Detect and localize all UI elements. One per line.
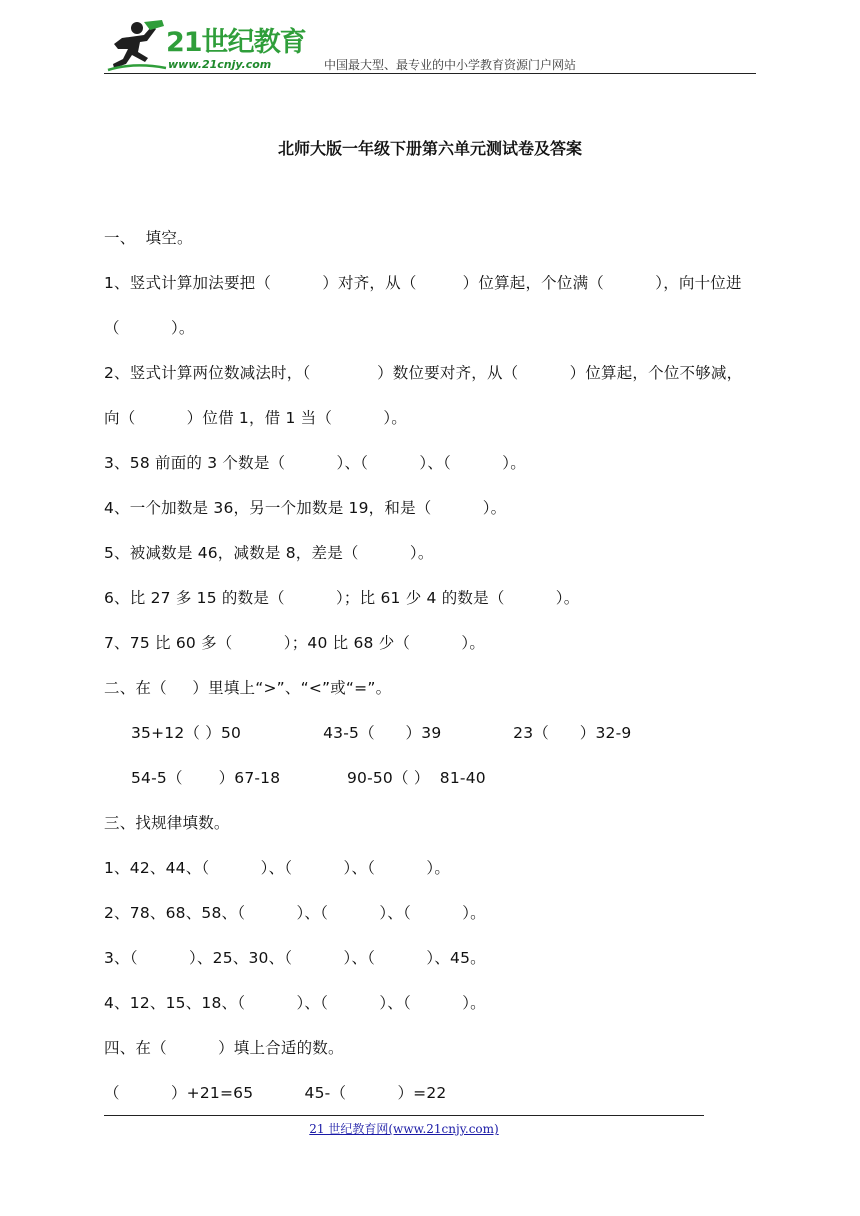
question-line: （ ）+21=65 45-（ ）=22 bbox=[104, 1084, 447, 1102]
question-line: 6、比 27 多 15 的数是（ ）；比 61 少 4 的数是（ ）。 bbox=[104, 589, 580, 607]
section-heading-fill-blank: 一、 填空。 bbox=[104, 229, 193, 247]
question-line: 3、（ ）、25、30、（ ）、（ ）、45。 bbox=[104, 949, 486, 967]
runner-logo-icon bbox=[104, 18, 168, 74]
question-line: 1、42、44、（ ）、（ ）、（ ）。 bbox=[104, 859, 451, 877]
logo-wordmark: 21世纪教育 bbox=[166, 27, 306, 58]
question-line: 7、75 比 60 多（ ）；40 比 68 少（ ）。 bbox=[104, 634, 486, 652]
question-line: 4、12、15、18、（ ）、（ ）、（ ）。 bbox=[104, 994, 486, 1012]
page-title: 北师大版一年级下册第六单元测试卷及答案 bbox=[277, 139, 582, 158]
question-line: 1、竖式计算加法要把（ ）对齐，从（ ）位算起，个位满（ ），向十位进 bbox=[104, 274, 742, 292]
question-line: 3、58 前面的 3 个数是（ ）、（ ）、（ ）。 bbox=[104, 454, 526, 472]
section-heading-pattern: 三、找规律填数。 bbox=[104, 814, 230, 832]
question-line: 2、78、68、58、（ ）、（ ）、（ ）。 bbox=[104, 904, 486, 922]
site-logo[interactable] bbox=[104, 18, 304, 74]
footer-link[interactable]: 21 世纪教育网(www.21cnjy.com) bbox=[309, 1122, 499, 1136]
logo-url: www.21cnjy.com bbox=[168, 58, 272, 71]
page-header bbox=[104, 16, 756, 74]
question-line: 向（ ）位借 1，借 1 当（ ）。 bbox=[104, 409, 407, 427]
question-line: 5、被减数是 46，减数是 8，差是（ ）。 bbox=[104, 544, 434, 562]
question-line: （ ）。 bbox=[104, 319, 195, 337]
footer-divider bbox=[104, 1115, 704, 1116]
question-line: 4、一个加数是 36，另一个加数是 19，和是（ ）。 bbox=[104, 499, 507, 517]
section-heading-compare: 二、在（ ）里填上“>”、“<”或“=”。 bbox=[104, 679, 392, 697]
question-line: 2、竖式计算两位数减法时，（ ）数位要对齐，从（ ）位算起，个位不够减， bbox=[104, 364, 743, 382]
compare-row: 54-5（ ）67-18 90-50（ ） 81-40 bbox=[131, 769, 486, 787]
section-heading-fill-number: 四、在（ ）填上合适的数。 bbox=[104, 1039, 344, 1057]
header-divider bbox=[104, 73, 756, 74]
worksheet-body bbox=[104, 221, 764, 1121]
header-tagline: 中国最大型、最专业的中小学教育资源门户网站 bbox=[324, 58, 577, 72]
compare-row: 35+12（ ）50 43-5（ ）39 23（ ）32-9 bbox=[131, 724, 632, 742]
